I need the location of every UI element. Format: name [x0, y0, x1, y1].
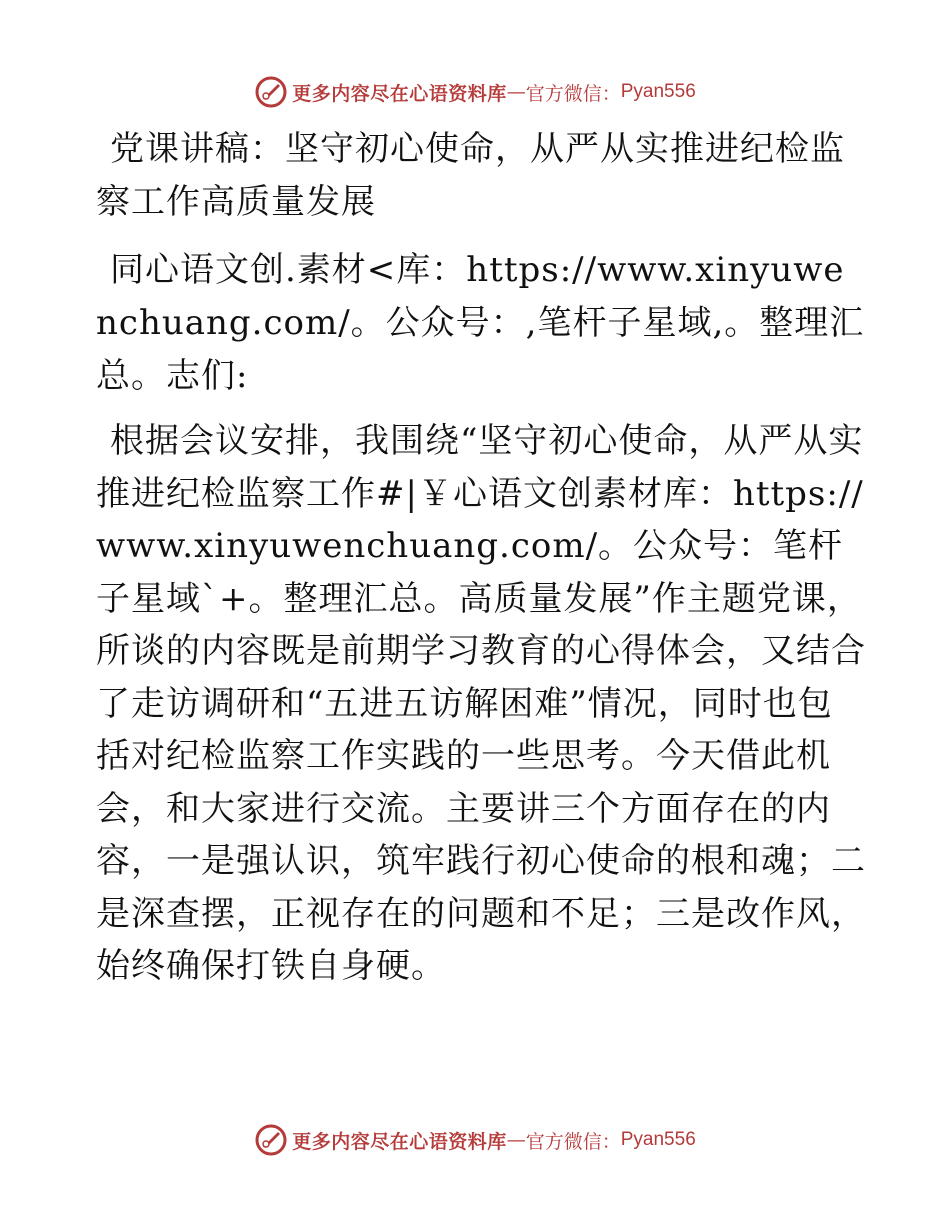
document-body [96, 123, 866, 993]
document-title: 党课讲稿：坚守初心使命，从严从实推进纪检监察工作高质量发展 [96, 129, 845, 222]
banner-wechat-id: Pyan556 [620, 1129, 696, 1150]
quill-logo-icon [254, 75, 288, 109]
banner-dash: — [506, 1129, 526, 1151]
header-banner [0, 72, 950, 112]
quill-logo-icon [254, 1123, 288, 1157]
body-paragraph: 根据会议安排，我围绕“坚守初心使命，从严从实推进纪检监察工作#|￥心语文创素材库：https://www.xinyuwenchuang.com/。公众号：笔杆子星域`+。整理汇总。高质量发展”作主题党课，所谈的内容既是前期学习教育的心得体会，又结合了走访调研和“五进五访解困难”情况，同时也包括对纪检监察工作实践的一些思考。今天借此机会，和大家进行交流。主要讲三个方面存在的内容，一是强认识，筑牢践行初心使命的根和魂；二是深查摆，正视存在的问题和不足；三是改作风，始终确保打铁自身硬。 [96, 421, 866, 986]
banner-wechat-id: Pyan556 [620, 81, 696, 102]
banner-text: 更多内容尽在心语资料库 [292, 1130, 507, 1153]
source-note: 同心语文创.素材<库：https://www.xinyuwenchuang.com/。公众号：,笔杆子星域,。整理汇总。志们: [96, 250, 865, 396]
banner-dash: — [506, 81, 526, 103]
banner-wechat-label: 官方微信： [525, 82, 621, 105]
banner-wechat-label: 官方微信： [525, 1130, 621, 1153]
banner-text: 更多内容尽在心语资料库 [292, 82, 507, 105]
footer-banner [0, 1120, 950, 1160]
